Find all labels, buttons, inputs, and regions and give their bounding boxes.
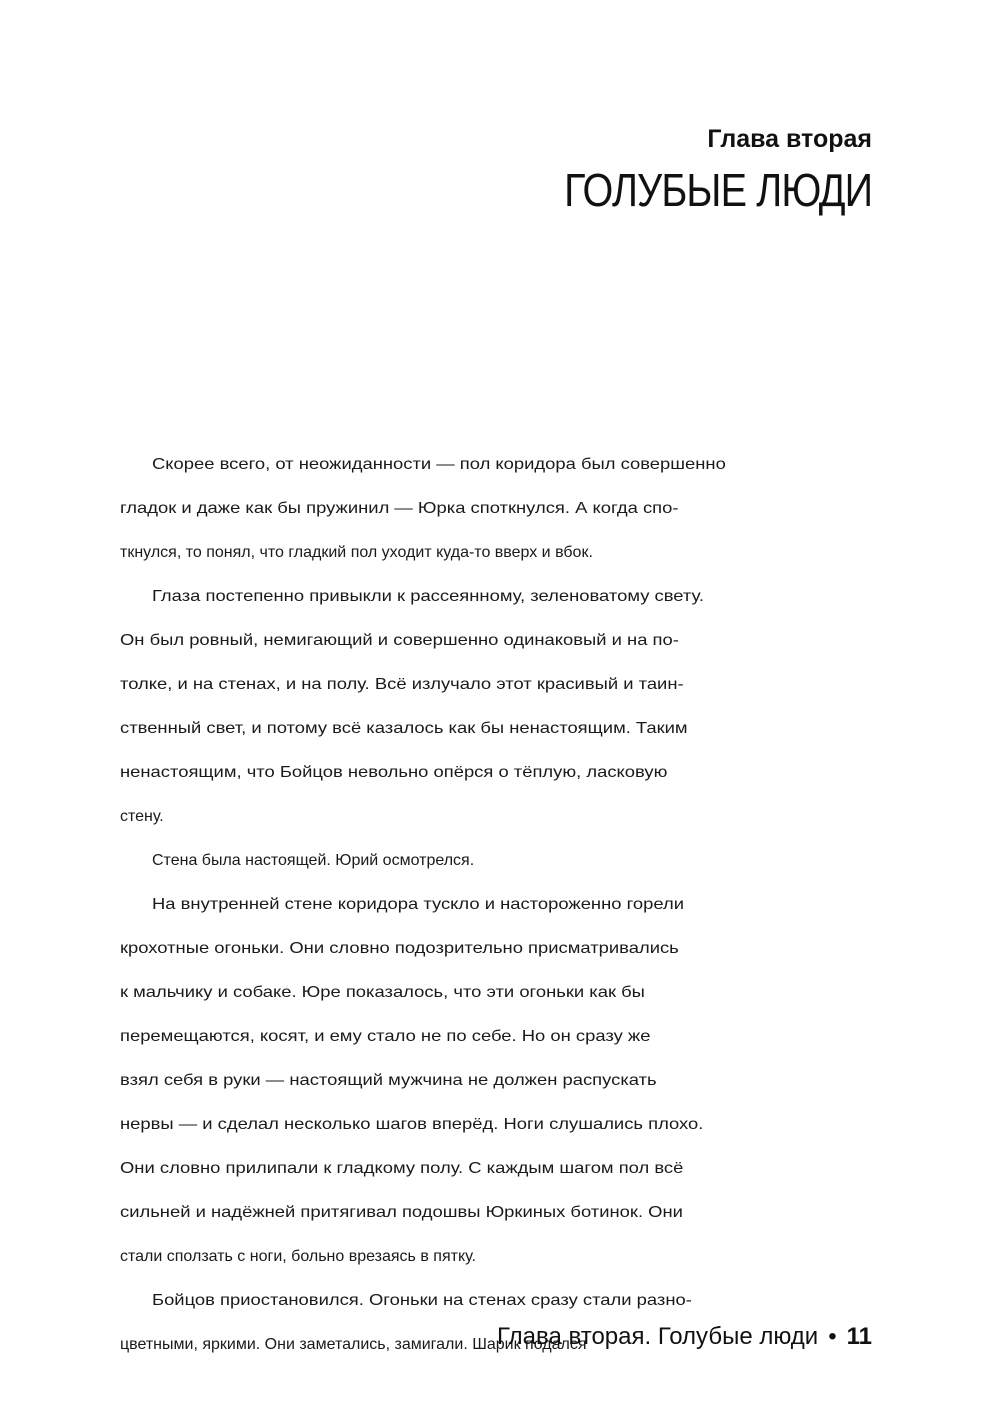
line-text: ненастоящим, что Бойцов невольно опёрся о тёплую, ласковую [120, 764, 668, 781]
text-line [120, 808, 873, 852]
line-text: стали сползать с ноги, больно врезаясь в пятку. [120, 1248, 476, 1265]
line-text: гладок и даже как бы пружинил — Юрка споткнулся. А когда спо- [120, 500, 679, 517]
text-line [120, 676, 873, 720]
text-line [120, 456, 873, 500]
line-text: толке, и на стенах, и на полу. Всё излучало этот красивый и таин- [120, 676, 684, 693]
line-text: стену. [120, 808, 164, 825]
line-text: сильней и надёжней притягивал подошвы Юркиных ботинок. Они [120, 1204, 683, 1221]
line-text: Бойцов приостановился. Огоньки на стенах сразу стали разно- [152, 1292, 692, 1309]
chapter-title: ГОЛУБЫЕ ЛЮДИ [563, 164, 872, 216]
text-line [120, 544, 873, 588]
line-text: перемещаются, косят, и ему стало не по себе. Но он сразу же [120, 1028, 651, 1045]
chapter-heading [514, 122, 872, 220]
text-line [120, 588, 873, 632]
running-footer [497, 1322, 872, 1352]
line-text: Стена была настоящей. Юрий осмотрелся. [152, 852, 475, 869]
text-line [120, 1028, 873, 1072]
line-text: нервы — и сделал несколько шагов вперёд. Ноги слушались плохо. [120, 1116, 704, 1133]
chapter-label: Глава вторая [707, 125, 872, 153]
text-line [120, 500, 873, 544]
bullet-separator: • [828, 1323, 837, 1350]
line-text: ственный свет, и потому всё казалось как бы ненастоящим. Таким [120, 720, 688, 737]
line-text: Скорее всего, от неожиданности — пол коридора был совершенно [152, 456, 726, 473]
text-line [120, 1160, 873, 1204]
text-line [120, 1072, 873, 1116]
line-text: цветными, яркими. Они заметались, замигали. Шарик подался [120, 1336, 587, 1353]
text-line [120, 852, 873, 896]
line-text: взял себя в руки — настоящий мужчина не должен распускать [120, 1072, 657, 1089]
text-line [120, 1116, 873, 1160]
line-text: к мальчику и собаке. Юре показалось, что эти огоньки как бы [120, 984, 645, 1001]
text-line [120, 720, 873, 764]
line-text: ткнулся, то понял, что гладкий пол уходит куда-то вверх и вбок. [120, 544, 593, 561]
body-text [120, 456, 873, 1380]
line-text: На внутренней стене коридора тускло и настороженно горели [152, 896, 685, 913]
line-text: Глаза постепенно привыкли к рассеянному, зеленоватому свету. [152, 588, 704, 605]
line-text: Они словно прилипали к гладкому полу. С каждым шагом пол всё [120, 1160, 684, 1177]
text-line [120, 940, 873, 984]
text-line [120, 632, 873, 676]
line-text: крохотные огоньки. Они словно подозрительно присматривались [120, 940, 679, 957]
text-line [120, 764, 873, 808]
text-line [120, 1248, 873, 1292]
line-text: Он был ровный, немигающий и совершенно одинаковый и на по- [120, 632, 679, 649]
running-title: Глава вторая. Голубые люди [497, 1323, 819, 1350]
text-line [120, 1204, 873, 1248]
text-line [120, 984, 873, 1028]
page-number: 11 [846, 1323, 872, 1350]
text-line [120, 896, 873, 940]
